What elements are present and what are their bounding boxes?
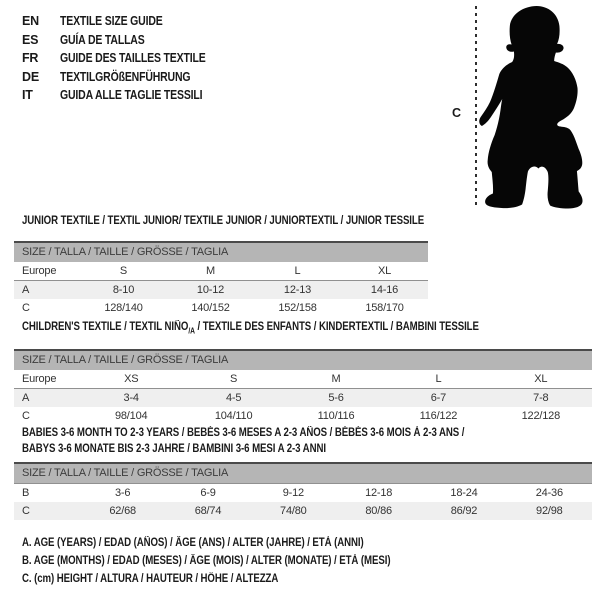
size-cell: XL [377, 265, 392, 277]
children-title-pre: CHILDREN'S TEXTILE / TEXTIL NIÑO [22, 321, 189, 333]
lang-code: IT [22, 88, 33, 103]
size-cell: 6-9 [200, 487, 216, 499]
babies-section-title-line2 [22, 443, 384, 455]
legend-age-months [22, 552, 461, 570]
size-cell: 3-6 [115, 487, 131, 499]
babies-section-title-line1 [22, 427, 549, 439]
size-cell: 152/158 [278, 302, 317, 314]
size-cell: 92/98 [536, 505, 563, 517]
size-cell: 12-13 [283, 284, 312, 296]
lang-title: TEXTILE SIZE GUIDE [60, 14, 163, 29]
size-cell: 10-12 [196, 284, 225, 296]
lang-title: TEXTILGRÖßENFÜHRUNG [60, 69, 191, 84]
size-cell: 86/92 [450, 505, 478, 517]
height-c-label: C [452, 106, 462, 120]
size-cell: 9-12 [282, 487, 304, 499]
children-section-title-text [22, 321, 479, 335]
children-title-post: / TEXTILE DES ENFANTS / KINDERTEXTIL / BAMBINI TESSILE [194, 321, 479, 333]
size-cell: 12-18 [365, 487, 393, 499]
table-row-c [14, 502, 592, 520]
table-row-c [14, 407, 592, 425]
size-cell: S [230, 373, 238, 385]
size-header-row: SIZE / TALLA / TAILLE / GRÖSSE / TAGLIA [14, 464, 592, 484]
lang-row-en [22, 12, 233, 31]
table-row-a [14, 389, 592, 407]
row-label: C [22, 410, 30, 422]
legend-height-cm-text: C. (cm) HEIGHT / ALTURA / HAUTEUR / HÖHE / ALTEZZA [22, 573, 279, 585]
legend-age-years-text: A. AGE (YEARS) / EDAD (AÑOS) / ÂGE (ANS) / ALTER (JAHRE) / ETÀ (ANNI) [22, 537, 364, 549]
size-cell: 18-24 [450, 487, 478, 499]
size-cell: 7-8 [533, 392, 549, 404]
size-cell: 8-10 [112, 284, 135, 296]
row-label: B [22, 487, 30, 499]
legend-block [22, 534, 461, 588]
size-cell: 14-16 [370, 284, 399, 296]
size-cell: L [435, 373, 442, 385]
size-cell: 62/68 [109, 505, 136, 517]
babies-title-line1-text: BABIES 3-6 MONTH TO 2-3 YEARS / BEBÉS 3-6 MESES A 2-3 AÑOS / BÉBÉS 3-6 MOIS À 2-3 ANS / [22, 427, 465, 439]
size-cell: M [331, 373, 341, 385]
size-cell: S [119, 265, 128, 277]
size-cell: 128/140 [104, 302, 143, 314]
lang-title: GUIDE DES TAILLES TEXTILE [60, 51, 206, 66]
row-label: A [22, 392, 30, 404]
lang-code: ES [22, 32, 39, 47]
size-cell: XS [124, 373, 139, 385]
children-section-title [22, 321, 566, 335]
row-label: Europe [22, 373, 57, 385]
lang-row-it [22, 86, 233, 105]
size-cell: 4-5 [225, 392, 242, 404]
size-cell: 74/80 [280, 505, 307, 517]
lang-title: GUIDA ALLE TAGLIE TESSILI [60, 88, 203, 103]
size-cell: 98/104 [114, 410, 148, 422]
size-header-row: SIZE / TALLA / TAILLE / GRÖSSE / TAGLIA [14, 351, 592, 370]
size-header-row: SIZE / TALLA / TAILLE / GRÖSSE / TAGLIA [14, 243, 428, 262]
legend-age-years [22, 534, 461, 552]
size-cell: 3-4 [123, 392, 139, 404]
junior-section-title-text: JUNIOR TEXTILE / TEXTIL JUNIOR/ TEXTILE JUNIOR / JUNIORTEXTIL / JUNIOR TESSILE [22, 215, 425, 227]
lang-row-es [22, 31, 233, 50]
size-cell: 122/128 [521, 410, 561, 422]
lang-row-de [22, 68, 233, 87]
size-cell: 6-7 [430, 392, 447, 404]
lang-code: DE [22, 69, 39, 84]
size-cell: 24-36 [535, 487, 563, 499]
size-cell: 104/110 [214, 410, 253, 422]
language-title-block [22, 12, 233, 105]
size-cell: XL [534, 373, 548, 385]
legend-age-months-text: B. AGE (MONTHS) / EDAD (MESES) / ÂGE (MOIS) / ALTER (MONATE) / ETÀ (MESI) [22, 555, 391, 567]
babies-title-line2-text: BABYS 3-6 MONATE BIS 2-3 JAHRE / BAMBINI 3-6 MESI A 2-3 ANNI [22, 443, 326, 455]
row-label: Europe [22, 265, 57, 277]
size-cell: L [294, 265, 301, 277]
row-label: A [22, 284, 30, 296]
size-cell: 140/152 [191, 302, 230, 314]
table-row-europe [14, 370, 592, 389]
lang-code: FR [22, 51, 39, 66]
table-row-europe [14, 262, 428, 281]
lang-row-fr [22, 49, 233, 68]
children-size-table [14, 349, 592, 425]
size-cell: 68/74 [194, 505, 222, 517]
babies-size-table [14, 462, 592, 520]
size-cell: 5-6 [328, 392, 344, 404]
junior-section-title [22, 215, 501, 227]
toddler-silhouette-icon [476, 2, 588, 210]
table-row-b [14, 484, 592, 502]
table-row-a [14, 281, 428, 299]
row-label: C [22, 505, 30, 517]
table-row-c [14, 299, 428, 317]
size-cell: 158/170 [365, 302, 404, 314]
size-cell: 80/86 [365, 505, 392, 517]
children-title-sub: /A [188, 326, 195, 336]
size-cell: 110/116 [317, 410, 355, 422]
legend-height-cm [22, 570, 461, 588]
junior-size-table [14, 241, 428, 317]
lang-title: GUÍA DE TALLAS [60, 32, 145, 47]
row-label: C [22, 302, 30, 314]
size-cell: M [206, 265, 215, 277]
lang-code: EN [22, 14, 39, 29]
size-cell: 116/122 [419, 410, 458, 422]
